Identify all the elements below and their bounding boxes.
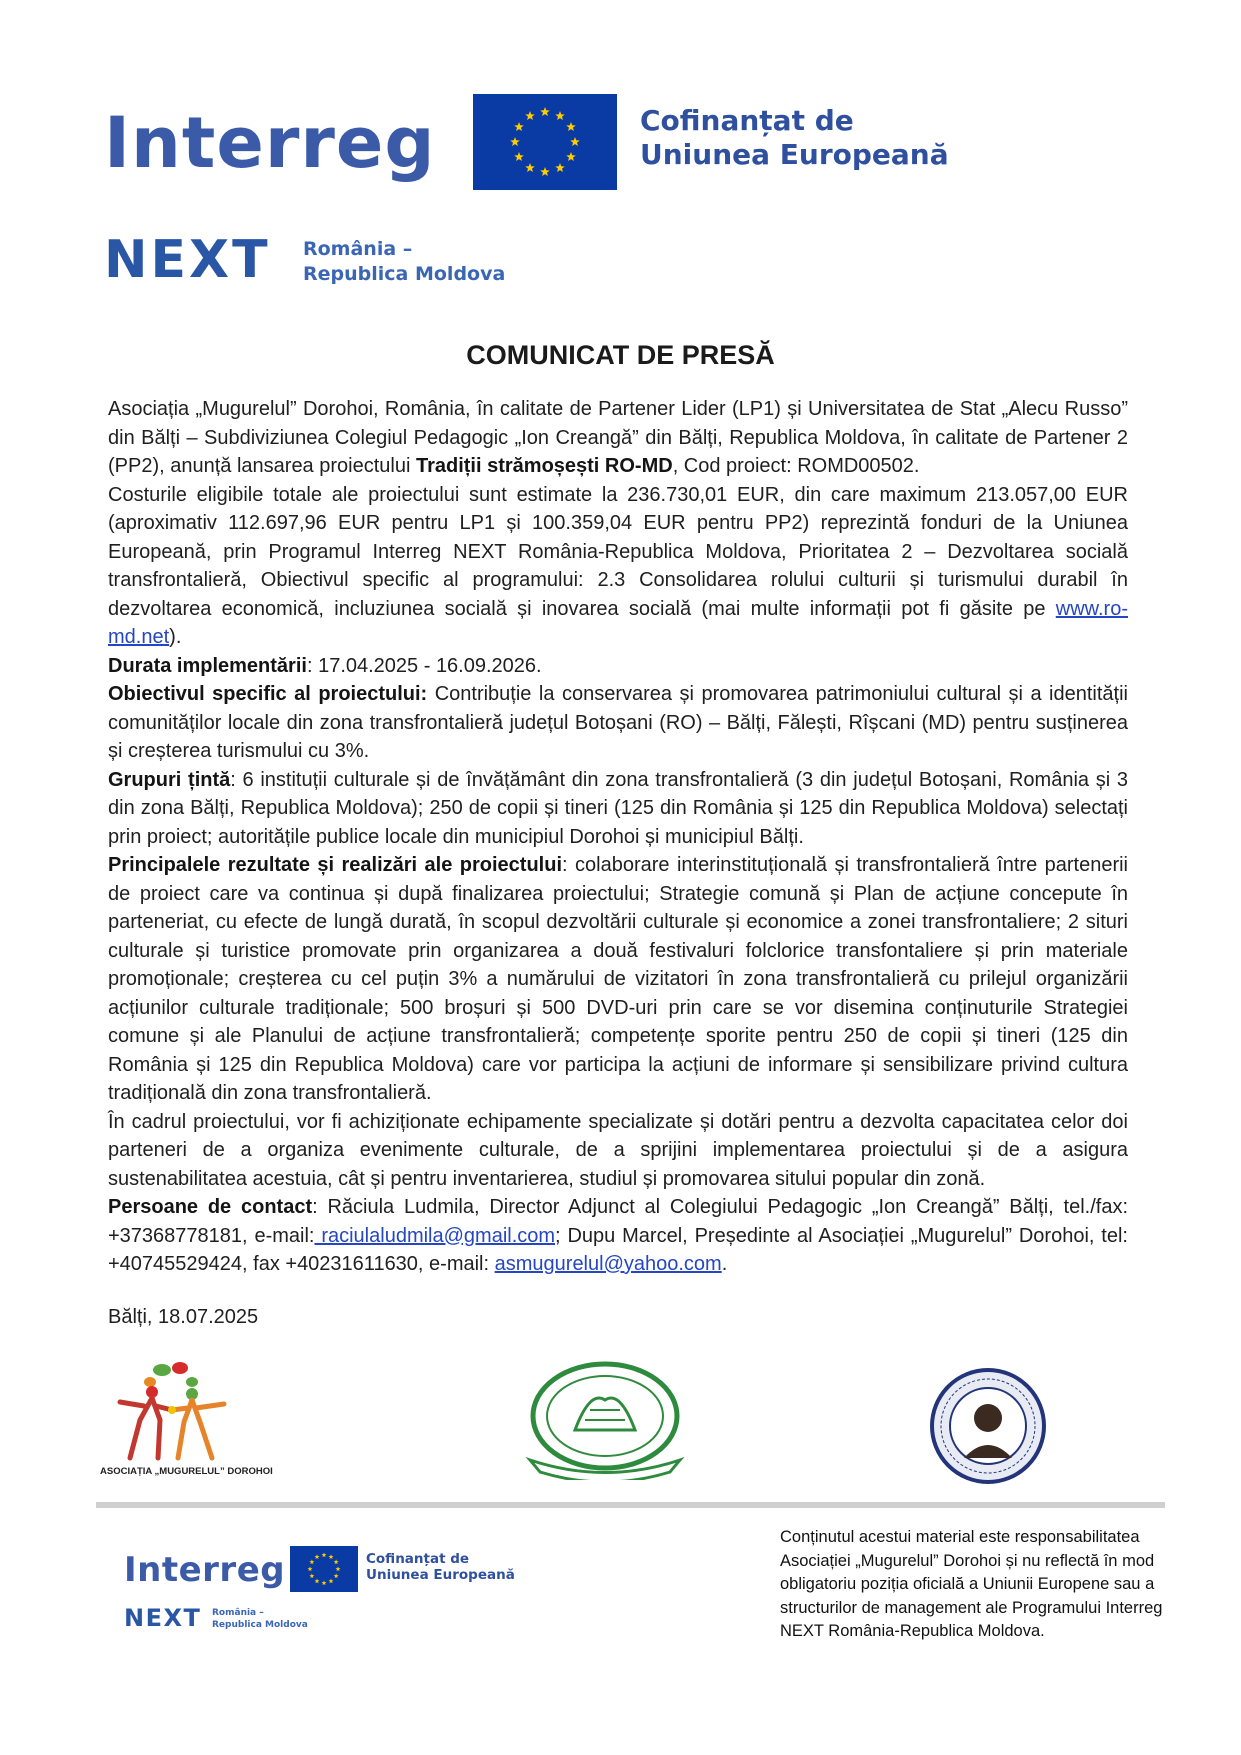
target-groups-paragraph (108, 766, 1128, 852)
page-title: COMUNICAT DE PRESĂ (466, 340, 775, 370)
footer-next-wordmark: NEXT (124, 1604, 202, 1632)
footer-program-line2: Republica Moldova (212, 1620, 308, 1630)
footer-cofinantat-label (366, 1551, 515, 1584)
footer-program-name (212, 1607, 308, 1631)
press-release-body (108, 395, 1128, 1279)
asociatia-caption: ASOCIAȚIA „MUGURELUL” DOROHOI (100, 1466, 273, 1477)
program-name (303, 237, 505, 286)
contact-text-1: : Răciula Ludmila, Director Adjunct al Colegiului Pedagogic „Ion Creangă” Bălți, tel./fax: +37368778181, e-mail: (108, 1196, 1129, 1247)
target-groups-label: Grupuri țintă (108, 768, 231, 791)
duration-value: : 17.04.2025 - 16.09.2026. (306, 654, 542, 677)
contact-email-1-link[interactable]: raciulaludmila@gmail.com (314, 1224, 556, 1247)
results-value: : colaborare interinstituțională și transfrontalieră între partenerii de proiect care va continua și după finalizarea proiectului; Strategie comună și Plan de acțiune concepute în parteneriat, cu efecte de lungă durată, în scopul dezvoltării culturale și economice a zonei transfrontaliere; 2 situri culturale și turistice promovate prin organizarea a două festivaluri folclorice transfontaliere și prin materiale promoționale; creșterea cu cel puțin 3% a numărului de vizitatori în zona transfrontalieră cu prilejul organizării acțiunilor culturale tradiționale; 500 broșuri și 500 DVD-uri prin care se vor disemina conținuturile Strategiei comune și ale Planului de acțiune transfrontalieră; competențe sporite pentru 250 de copii și tineri (125 din România și 125 din Republica Moldova) care vor participa la acțiuni de informare și sensibilizare privind cultura tradițională din zona transfrontalieră. (108, 854, 1129, 1104)
footer-divider (96, 1502, 1165, 1508)
costs-text-end: ). (169, 626, 182, 648)
intro-paragraph (108, 395, 1128, 481)
asociatia-mugurelul-logo (100, 1358, 250, 1468)
contact-label: Persoane de contact (108, 1196, 313, 1218)
university-seal-icon (928, 1366, 1048, 1486)
cofinantat-label (640, 104, 949, 172)
duration-label: Durata implementării (108, 654, 307, 677)
program-line2: Republica Moldova (303, 262, 506, 285)
contact-text-end: . (721, 1253, 728, 1275)
universitatea-alecu-russo-seal (928, 1366, 1048, 1486)
footer-eu-flag-icon (290, 1546, 358, 1592)
interreg-wordmark: Interreg (104, 102, 436, 184)
project-code: , Cod proiect: ROMD00502. (672, 455, 920, 477)
project-name: Tradiții strămoșești RO-MD (415, 455, 673, 477)
eu-flag-icon (473, 94, 617, 190)
footer-disclaimer: Conținutul acestui material este responsabilitatea Asociației „Mugurelul” Dorohoi și nu reflectă în mod obligatoriu poziția oficială a Uniunii Europene sau a structurilor de management ale Programului Interreg NEXT România-Republica Moldova. (780, 1528, 1163, 1640)
release-date: Bălți, 18.07.2025 (108, 1306, 259, 1328)
costs-text: Costurile eligibile totale ale proiectului sunt estimate la 236.730,01 EUR, din care maximum 213.057,00 EUR (aproximativ 112.697,96 EUR pentru LP1 și 100.359,04 EUR pentru PP2) reprezintă fonduri de la Uniunea Europeană, prin Programul Interreg NEXT România-Republica Moldova, Prioritatea 2 – Dezvoltarea socială transfrontalieră, Obiectivul specific al programului: 2.3 Consolidarea rolului culturii și turismului durabil în dezvoltarea economică, incluziunea socială și inovarea socială (mai multe informații pot fi găsite pe (108, 483, 1128, 620)
cofinantat-line1: Cofinanțat de (640, 104, 854, 137)
intro-text: Asociația „Mugurelul” Dorohoi, România, în calitate de Partener Lider (LP1) și Universitatea de Stat „Alecu Russo” din Bălți – Subdiviziunea Colegiul Pedagogic „Ion Creangă” din Bălți, Republica Moldova, în calitate de Partener 2 (PP2), anunță lansarea proiectului (108, 398, 1128, 477)
contact-paragraph (108, 1193, 1128, 1279)
results-label: Principalele rezultate și realizări ale proiectului (108, 854, 563, 876)
program-website-link[interactable]: www.ro-md.net (108, 597, 1128, 648)
program-line1: România – (303, 238, 413, 260)
objective-value: Contribuție la conservarea și promovarea patrimoniului cultural și a identității comunităților locale din zona transfrontalieră județul Botoșani (RO) – Bălți, Fălești, Rîșcani (MD) pentru susținerea și creșterea turismului cu 3%. (108, 683, 1128, 762)
next-wordmark: NEXT (104, 230, 271, 290)
cofinantat-line2: Uniunea Europeană (640, 138, 949, 172)
footer-interreg-wordmark: Interreg (124, 1550, 286, 1590)
objective-paragraph (108, 680, 1128, 766)
footer-cofinantat-line2: Uniunea Europeană (366, 1567, 515, 1584)
footer-cofinantat-line1: Cofinanțat de (366, 1551, 470, 1567)
equipment-paragraph: În cadrul proiectului, vor fi achiziționate echipamente specializate și dotări pentru a dezvolta capacitatea celor doi parteneri de a organiza evenimente culturale, de a sprijini implementarea proiectului și de a asigura sustenabilitatea acestuia, cât și pentru inventarierea, studiul și promovarea sitului popular din zonă. (108, 1110, 1128, 1190)
objective-label: Obiectivul specific al proiectului: (108, 683, 428, 705)
dancers-icon (100, 1358, 250, 1463)
costs-paragraph (108, 481, 1128, 652)
contact-text-2: ; Dupu Marcel, Președinte al Asociației „Mugurelul” Dorohoi, tel: +40745529424, fax +40231611630, e-mail: (108, 1224, 1128, 1275)
college-seal-icon (520, 1360, 690, 1480)
results-paragraph (108, 851, 1128, 1108)
contact-email-2-link[interactable]: asmugurelul@yahoo.com (494, 1253, 722, 1275)
footer-program-line1: România – (212, 1608, 264, 1618)
target-groups-value: : 6 instituții culturale și de învățământ din zona transfrontalieră (3 din județul Botoșani, România și 3 din zona Bălți, Republica Moldova); 250 de copii și tineri (125 din România și 125 din Republica Moldova) selectați prin proiect; autoritățile publice locale din municipiul Dorohoi și municipiul Bălți. (108, 768, 1128, 848)
colegiul-pedagogic-seal (520, 1360, 690, 1480)
duration-paragraph (108, 652, 1128, 681)
